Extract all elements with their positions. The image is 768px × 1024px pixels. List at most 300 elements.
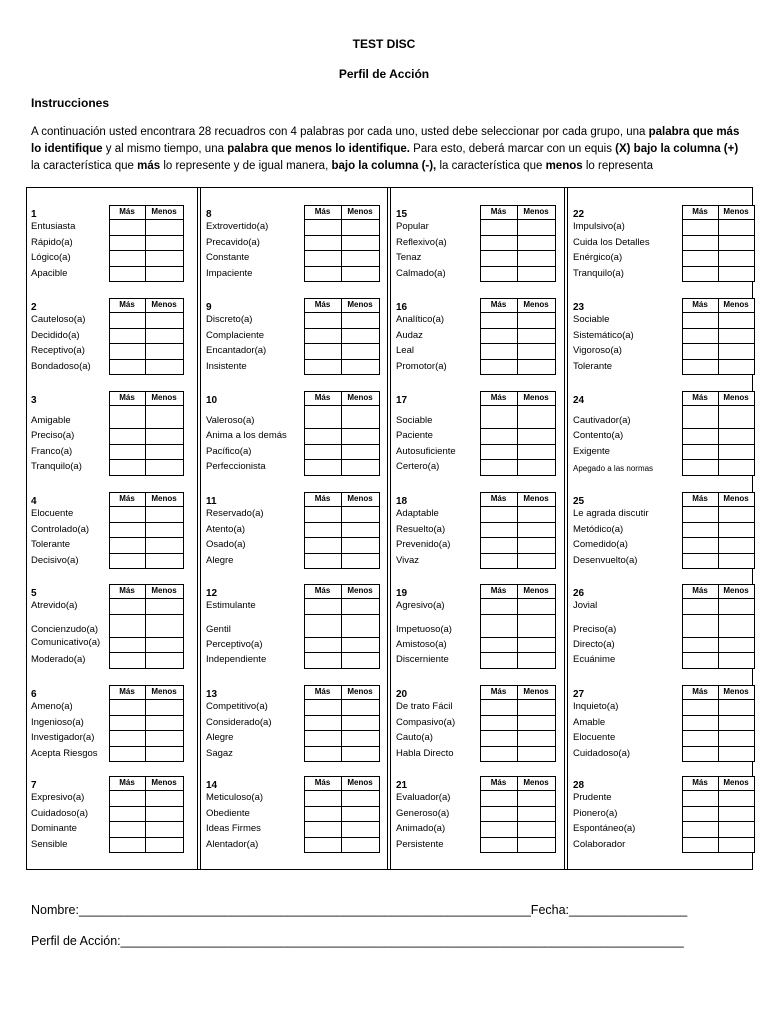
mas-checkbox[interactable] [480,219,518,236]
menos-checkbox[interactable] [718,266,755,283]
menos-checkbox[interactable] [341,715,380,732]
group-word: Preciso(a) [573,623,617,635]
menos-checkbox[interactable] [341,235,380,252]
mas-checkbox[interactable] [304,746,342,763]
group-word: Apegado a las normas [573,464,654,473]
menos-header-label: Menos [151,687,177,696]
group-word: Audaz [396,329,423,341]
menos-checkbox[interactable] [145,537,184,554]
menos-checkbox[interactable] [718,637,755,654]
mas-header-label: Más [314,778,331,787]
menos-checkbox[interactable] [718,459,755,476]
mas-checkbox[interactable] [109,266,146,283]
mas-checkbox[interactable] [480,405,518,429]
menos-checkbox[interactable] [341,821,380,838]
group-word: Perfeccionista [206,461,266,473]
menos-checkbox[interactable] [517,312,556,329]
group-number: 22 [573,209,585,220]
group-word: Gentil [206,623,231,635]
menos-checkbox[interactable] [517,614,556,638]
menos-checkbox[interactable] [145,343,184,360]
mas-checkbox[interactable] [109,522,146,539]
menos-checkbox[interactable] [341,219,380,236]
mas-checkbox[interactable] [109,715,146,732]
menos-checkbox[interactable] [517,522,556,539]
mas-checkbox[interactable] [109,730,146,747]
menos-checkbox[interactable] [341,328,380,345]
mas-header-label: Más [314,207,331,216]
menos-checkbox[interactable] [145,250,184,267]
group-word: Colaborador [573,838,626,850]
menos-checkbox[interactable] [145,328,184,345]
action-profile-line[interactable]: Perfil de Acción:_________________________________________________________________________________ [31,934,684,948]
mas-checkbox[interactable] [480,343,518,360]
group-number: 17 [396,395,408,406]
group-word: Analítico(a) [396,314,445,326]
mas-checkbox[interactable] [682,746,719,763]
group-number: 25 [573,496,585,507]
group-word: Pacífico(a) [206,445,252,457]
group-number: 14 [206,780,218,791]
menos-checkbox[interactable] [341,806,380,823]
group-word: Sistemático(a) [573,329,634,341]
mas-checkbox[interactable] [682,312,719,329]
group-word: Compasivo(a) [396,716,456,728]
mas-header-label: Más [490,494,507,503]
mas-checkbox[interactable] [682,235,719,252]
mas-checkbox[interactable] [304,444,342,461]
mas-checkbox[interactable] [304,598,342,615]
mas-checkbox[interactable] [304,459,342,476]
menos-checkbox[interactable] [341,359,380,376]
mas-header-label: Más [490,207,507,216]
menos-checkbox[interactable] [718,790,755,807]
menos-checkbox[interactable] [145,806,184,823]
menos-checkbox[interactable] [145,444,184,461]
menos-checkbox[interactable] [517,428,556,445]
menos-checkbox[interactable] [718,806,755,823]
mas-checkbox[interactable] [682,614,719,638]
group-word: Bondadoso(a) [31,360,91,372]
group-word: Franco(a) [31,445,73,457]
mas-checkbox[interactable] [304,537,342,554]
mas-checkbox[interactable] [682,444,719,461]
menos-header-label: Menos [723,586,749,595]
mas-checkbox[interactable] [480,699,518,716]
mas-checkbox[interactable] [480,790,518,807]
mas-checkbox[interactable] [304,806,342,823]
menos-checkbox[interactable] [341,537,380,554]
menos-checkbox[interactable] [718,444,755,461]
group-word: Impulsivo(a) [573,221,625,233]
mas-checkbox[interactable] [304,699,342,716]
mas-checkbox[interactable] [682,359,719,376]
menos-checkbox[interactable] [145,553,184,570]
menos-checkbox[interactable] [341,312,380,329]
menos-checkbox[interactable] [517,715,556,732]
mas-checkbox[interactable] [304,428,342,445]
menos-checkbox[interactable] [341,730,380,747]
menos-checkbox[interactable] [718,343,755,360]
mas-checkbox[interactable] [109,614,146,638]
group-word: Ameno(a) [31,701,73,713]
menos-header-label: Menos [723,778,749,787]
menos-checkbox[interactable] [517,821,556,838]
group-word: Exigente [573,445,610,457]
menos-checkbox[interactable] [718,428,755,445]
group-word: Sagaz [206,747,233,759]
menos-checkbox[interactable] [145,522,184,539]
menos-checkbox[interactable] [718,598,755,615]
menos-checkbox[interactable] [341,652,380,669]
menos-checkbox[interactable] [341,405,380,429]
menos-checkbox[interactable] [341,598,380,615]
mas-checkbox[interactable] [304,553,342,570]
mas-checkbox[interactable] [109,359,146,376]
menos-checkbox[interactable] [341,266,380,283]
group-word: Meticuloso(a) [206,792,264,804]
group-number: 11 [206,496,217,507]
menos-checkbox[interactable] [517,459,556,476]
mas-checkbox[interactable] [682,522,719,539]
mas-checkbox[interactable] [109,652,146,669]
mas-checkbox[interactable] [682,598,719,615]
menos-checkbox[interactable] [145,266,184,283]
mas-checkbox[interactable] [109,746,146,763]
mas-checkbox[interactable] [304,837,342,854]
menos-checkbox[interactable] [145,637,184,654]
menos-checkbox[interactable] [341,444,380,461]
group-number: 3 [31,395,37,406]
mas-checkbox[interactable] [304,328,342,345]
menos-header-label: Menos [151,393,177,402]
mas-checkbox[interactable] [480,746,518,763]
name-date-line[interactable]: Nombre:_________________________________________________________________Fecha:_________________ [31,903,688,917]
menos-checkbox[interactable] [517,506,556,523]
group-word: Ingenioso(a) [31,716,84,728]
menos-checkbox[interactable] [517,730,556,747]
menos-checkbox[interactable] [517,235,556,252]
menos-checkbox[interactable] [718,235,755,252]
menos-checkbox[interactable] [718,553,755,570]
mas-checkbox[interactable] [682,250,719,267]
menos-checkbox[interactable] [718,837,755,854]
mas-checkbox[interactable] [109,837,146,854]
menos-checkbox[interactable] [517,537,556,554]
mas-checkbox[interactable] [682,637,719,654]
mas-checkbox[interactable] [304,266,342,283]
menos-checkbox[interactable] [718,312,755,329]
mas-checkbox[interactable] [304,235,342,252]
menos-checkbox[interactable] [341,522,380,539]
mas-checkbox[interactable] [480,235,518,252]
mas-checkbox[interactable] [304,821,342,838]
mas-checkbox[interactable] [480,837,518,854]
menos-checkbox[interactable] [517,790,556,807]
mas-checkbox[interactable] [480,428,518,445]
menos-header-label: Menos [151,207,177,216]
menos-checkbox[interactable] [718,715,755,732]
mas-header-label: Más [692,393,708,402]
mas-checkbox[interactable] [109,328,146,345]
mas-checkbox[interactable] [480,444,518,461]
instructions-segment: la característica que [436,160,546,172]
group-word: Impetuoso(a) [396,623,452,635]
menos-checkbox[interactable] [517,359,556,376]
mas-checkbox[interactable] [304,343,342,360]
mas-checkbox[interactable] [480,553,518,570]
instructions-segment: palabra que más lo identifique [31,126,740,155]
menos-checkbox[interactable] [718,506,755,523]
mas-checkbox[interactable] [682,459,719,476]
menos-checkbox[interactable] [718,219,755,236]
group-word: Receptivo(a) [31,345,85,357]
mas-checkbox[interactable] [480,730,518,747]
mas-checkbox[interactable] [480,266,518,283]
menos-checkbox[interactable] [145,699,184,716]
menos-checkbox[interactable] [145,598,184,615]
mas-checkbox[interactable] [109,343,146,360]
menos-checkbox[interactable] [718,614,755,638]
mas-checkbox[interactable] [480,459,518,476]
menos-checkbox[interactable] [341,746,380,763]
menos-checkbox[interactable] [517,266,556,283]
mas-checkbox[interactable] [682,328,719,345]
group-word: Discerniente [396,654,449,666]
mas-checkbox[interactable] [682,806,719,823]
mas-checkbox[interactable] [682,343,719,360]
instructions-segment: bajo la columna (-), [331,160,437,172]
group-word: Comedido(a) [573,539,628,551]
menos-checkbox[interactable] [517,598,556,615]
mas-checkbox[interactable] [480,522,518,539]
menos-checkbox[interactable] [718,537,755,554]
menos-checkbox[interactable] [145,459,184,476]
mas-header-label: Más [119,300,135,309]
instructions-segment: menos [545,160,583,172]
mas-checkbox[interactable] [109,699,146,716]
mas-header-label: Más [314,300,331,309]
mas-checkbox[interactable] [480,506,518,523]
group-word: Constante [206,252,250,264]
mas-checkbox[interactable] [304,715,342,732]
menos-checkbox[interactable] [145,359,184,376]
group-word: Sociable [573,314,610,326]
group-number: 12 [206,588,218,599]
menos-checkbox[interactable] [145,715,184,732]
mas-checkbox[interactable] [304,219,342,236]
mas-checkbox[interactable] [304,405,342,429]
mas-checkbox[interactable] [109,444,146,461]
mas-checkbox[interactable] [109,428,146,445]
mas-checkbox[interactable] [109,250,146,267]
mas-checkbox[interactable] [480,312,518,329]
mas-checkbox[interactable] [682,428,719,445]
menos-checkbox[interactable] [341,459,380,476]
mas-checkbox[interactable] [304,250,342,267]
test-grid [26,187,753,870]
menos-checkbox[interactable] [517,746,556,763]
mas-checkbox[interactable] [109,219,146,236]
menos-checkbox[interactable] [517,444,556,461]
group-number: 21 [396,780,408,791]
menos-checkbox[interactable] [517,343,556,360]
menos-checkbox[interactable] [517,637,556,654]
menos-checkbox[interactable] [145,837,184,854]
mas-checkbox[interactable] [682,537,719,554]
menos-checkbox[interactable] [517,405,556,429]
mas-checkbox[interactable] [480,250,518,267]
mas-checkbox[interactable] [480,637,518,654]
menos-checkbox[interactable] [341,637,380,654]
group-number: 16 [396,302,408,313]
menos-checkbox[interactable] [341,790,380,807]
menos-checkbox[interactable] [718,821,755,838]
menos-checkbox[interactable] [145,506,184,523]
menos-checkbox[interactable] [718,328,755,345]
menos-checkbox[interactable] [517,219,556,236]
group-word: Complaciente [206,329,265,341]
menos-checkbox[interactable] [341,343,380,360]
mas-checkbox[interactable] [304,312,342,329]
mas-checkbox[interactable] [682,219,719,236]
mas-checkbox[interactable] [109,312,146,329]
group-word: Jovial [573,600,598,612]
group-word: Reflexivo(a) [396,236,447,248]
mas-checkbox[interactable] [304,790,342,807]
mas-checkbox[interactable] [682,553,719,570]
menos-checkbox[interactable] [517,806,556,823]
menos-checkbox[interactable] [145,790,184,807]
mas-checkbox[interactable] [682,715,719,732]
mas-checkbox[interactable] [682,652,719,669]
menos-checkbox[interactable] [341,428,380,445]
group-word: Cauto(a) [396,732,433,744]
group-word: Competitivo(a) [206,701,268,713]
menos-checkbox[interactable] [341,250,380,267]
menos-checkbox[interactable] [341,699,380,716]
menos-checkbox[interactable] [145,219,184,236]
menos-checkbox[interactable] [145,652,184,669]
mas-checkbox[interactable] [304,506,342,523]
menos-checkbox[interactable] [517,553,556,570]
mas-checkbox[interactable] [109,405,146,429]
instructions-segment: palabra que menos lo identifique. [227,143,410,155]
mas-checkbox[interactable] [109,806,146,823]
mas-checkbox[interactable] [109,537,146,554]
mas-checkbox[interactable] [480,806,518,823]
menos-header-label: Menos [151,494,177,503]
menos-checkbox[interactable] [341,506,380,523]
mas-header-label: Más [692,494,708,503]
group-word: Tranquilo(a) [573,267,624,279]
menos-checkbox[interactable] [341,553,380,570]
menos-header-label: Menos [523,300,549,309]
mas-checkbox[interactable] [682,790,719,807]
mas-checkbox[interactable] [109,637,146,654]
menos-checkbox[interactable] [145,730,184,747]
mas-checkbox[interactable] [109,459,146,476]
mas-header-label: Más [490,778,507,787]
mas-checkbox[interactable] [682,266,719,283]
mas-checkbox[interactable] [304,614,342,638]
menos-checkbox[interactable] [145,312,184,329]
mas-checkbox[interactable] [304,359,342,376]
mas-checkbox[interactable] [480,328,518,345]
group-number: 28 [573,780,585,791]
mas-checkbox[interactable] [109,598,146,615]
menos-checkbox[interactable] [341,837,380,854]
mas-checkbox[interactable] [109,790,146,807]
mas-checkbox[interactable] [480,537,518,554]
menos-checkbox[interactable] [517,837,556,854]
mas-checkbox[interactable] [682,506,719,523]
group-number: 20 [396,689,408,700]
mas-checkbox[interactable] [304,730,342,747]
mas-checkbox[interactable] [109,506,146,523]
menos-checkbox[interactable] [718,652,755,669]
menos-checkbox[interactable] [145,614,184,638]
group-word: Directo(a) [573,638,615,650]
menos-checkbox[interactable] [517,699,556,716]
mas-checkbox[interactable] [480,821,518,838]
mas-checkbox[interactable] [682,699,719,716]
menos-checkbox[interactable] [718,405,755,429]
menos-checkbox[interactable] [145,821,184,838]
menos-checkbox[interactable] [718,250,755,267]
menos-checkbox[interactable] [718,699,755,716]
mas-checkbox[interactable] [682,730,719,747]
menos-checkbox[interactable] [718,359,755,376]
group-word: Cuidadoso(a) [573,747,631,759]
mas-checkbox[interactable] [480,359,518,376]
group-word: Controlado(a) [31,523,90,535]
mas-checkbox[interactable] [304,522,342,539]
mas-checkbox[interactable] [480,614,518,638]
group-number: 13 [206,689,218,700]
menos-checkbox[interactable] [517,652,556,669]
mas-checkbox[interactable] [682,837,719,854]
menos-checkbox[interactable] [718,730,755,747]
mas-checkbox[interactable] [682,405,719,429]
menos-checkbox[interactable] [517,250,556,267]
mas-checkbox[interactable] [109,235,146,252]
mas-checkbox[interactable] [480,715,518,732]
menos-checkbox[interactable] [341,614,380,638]
group-number: 24 [573,395,585,406]
menos-checkbox[interactable] [718,746,755,763]
group-number: 8 [206,209,212,220]
menos-checkbox[interactable] [145,428,184,445]
mas-checkbox[interactable] [682,821,719,838]
instructions-segment: y al mismo tiempo, una [102,143,228,155]
menos-checkbox[interactable] [145,746,184,763]
mas-checkbox[interactable] [109,553,146,570]
mas-checkbox[interactable] [480,652,518,669]
mas-checkbox[interactable] [304,652,342,669]
menos-checkbox[interactable] [145,405,184,429]
mas-checkbox[interactable] [480,598,518,615]
mas-header-label: Más [119,494,135,503]
group-word: Decidido(a) [31,329,80,341]
menos-checkbox[interactable] [718,522,755,539]
group-number: 18 [396,496,408,507]
menos-checkbox[interactable] [145,235,184,252]
menos-checkbox[interactable] [517,328,556,345]
mas-checkbox[interactable] [109,821,146,838]
mas-checkbox[interactable] [304,637,342,654]
group-number: 1 [31,209,37,220]
